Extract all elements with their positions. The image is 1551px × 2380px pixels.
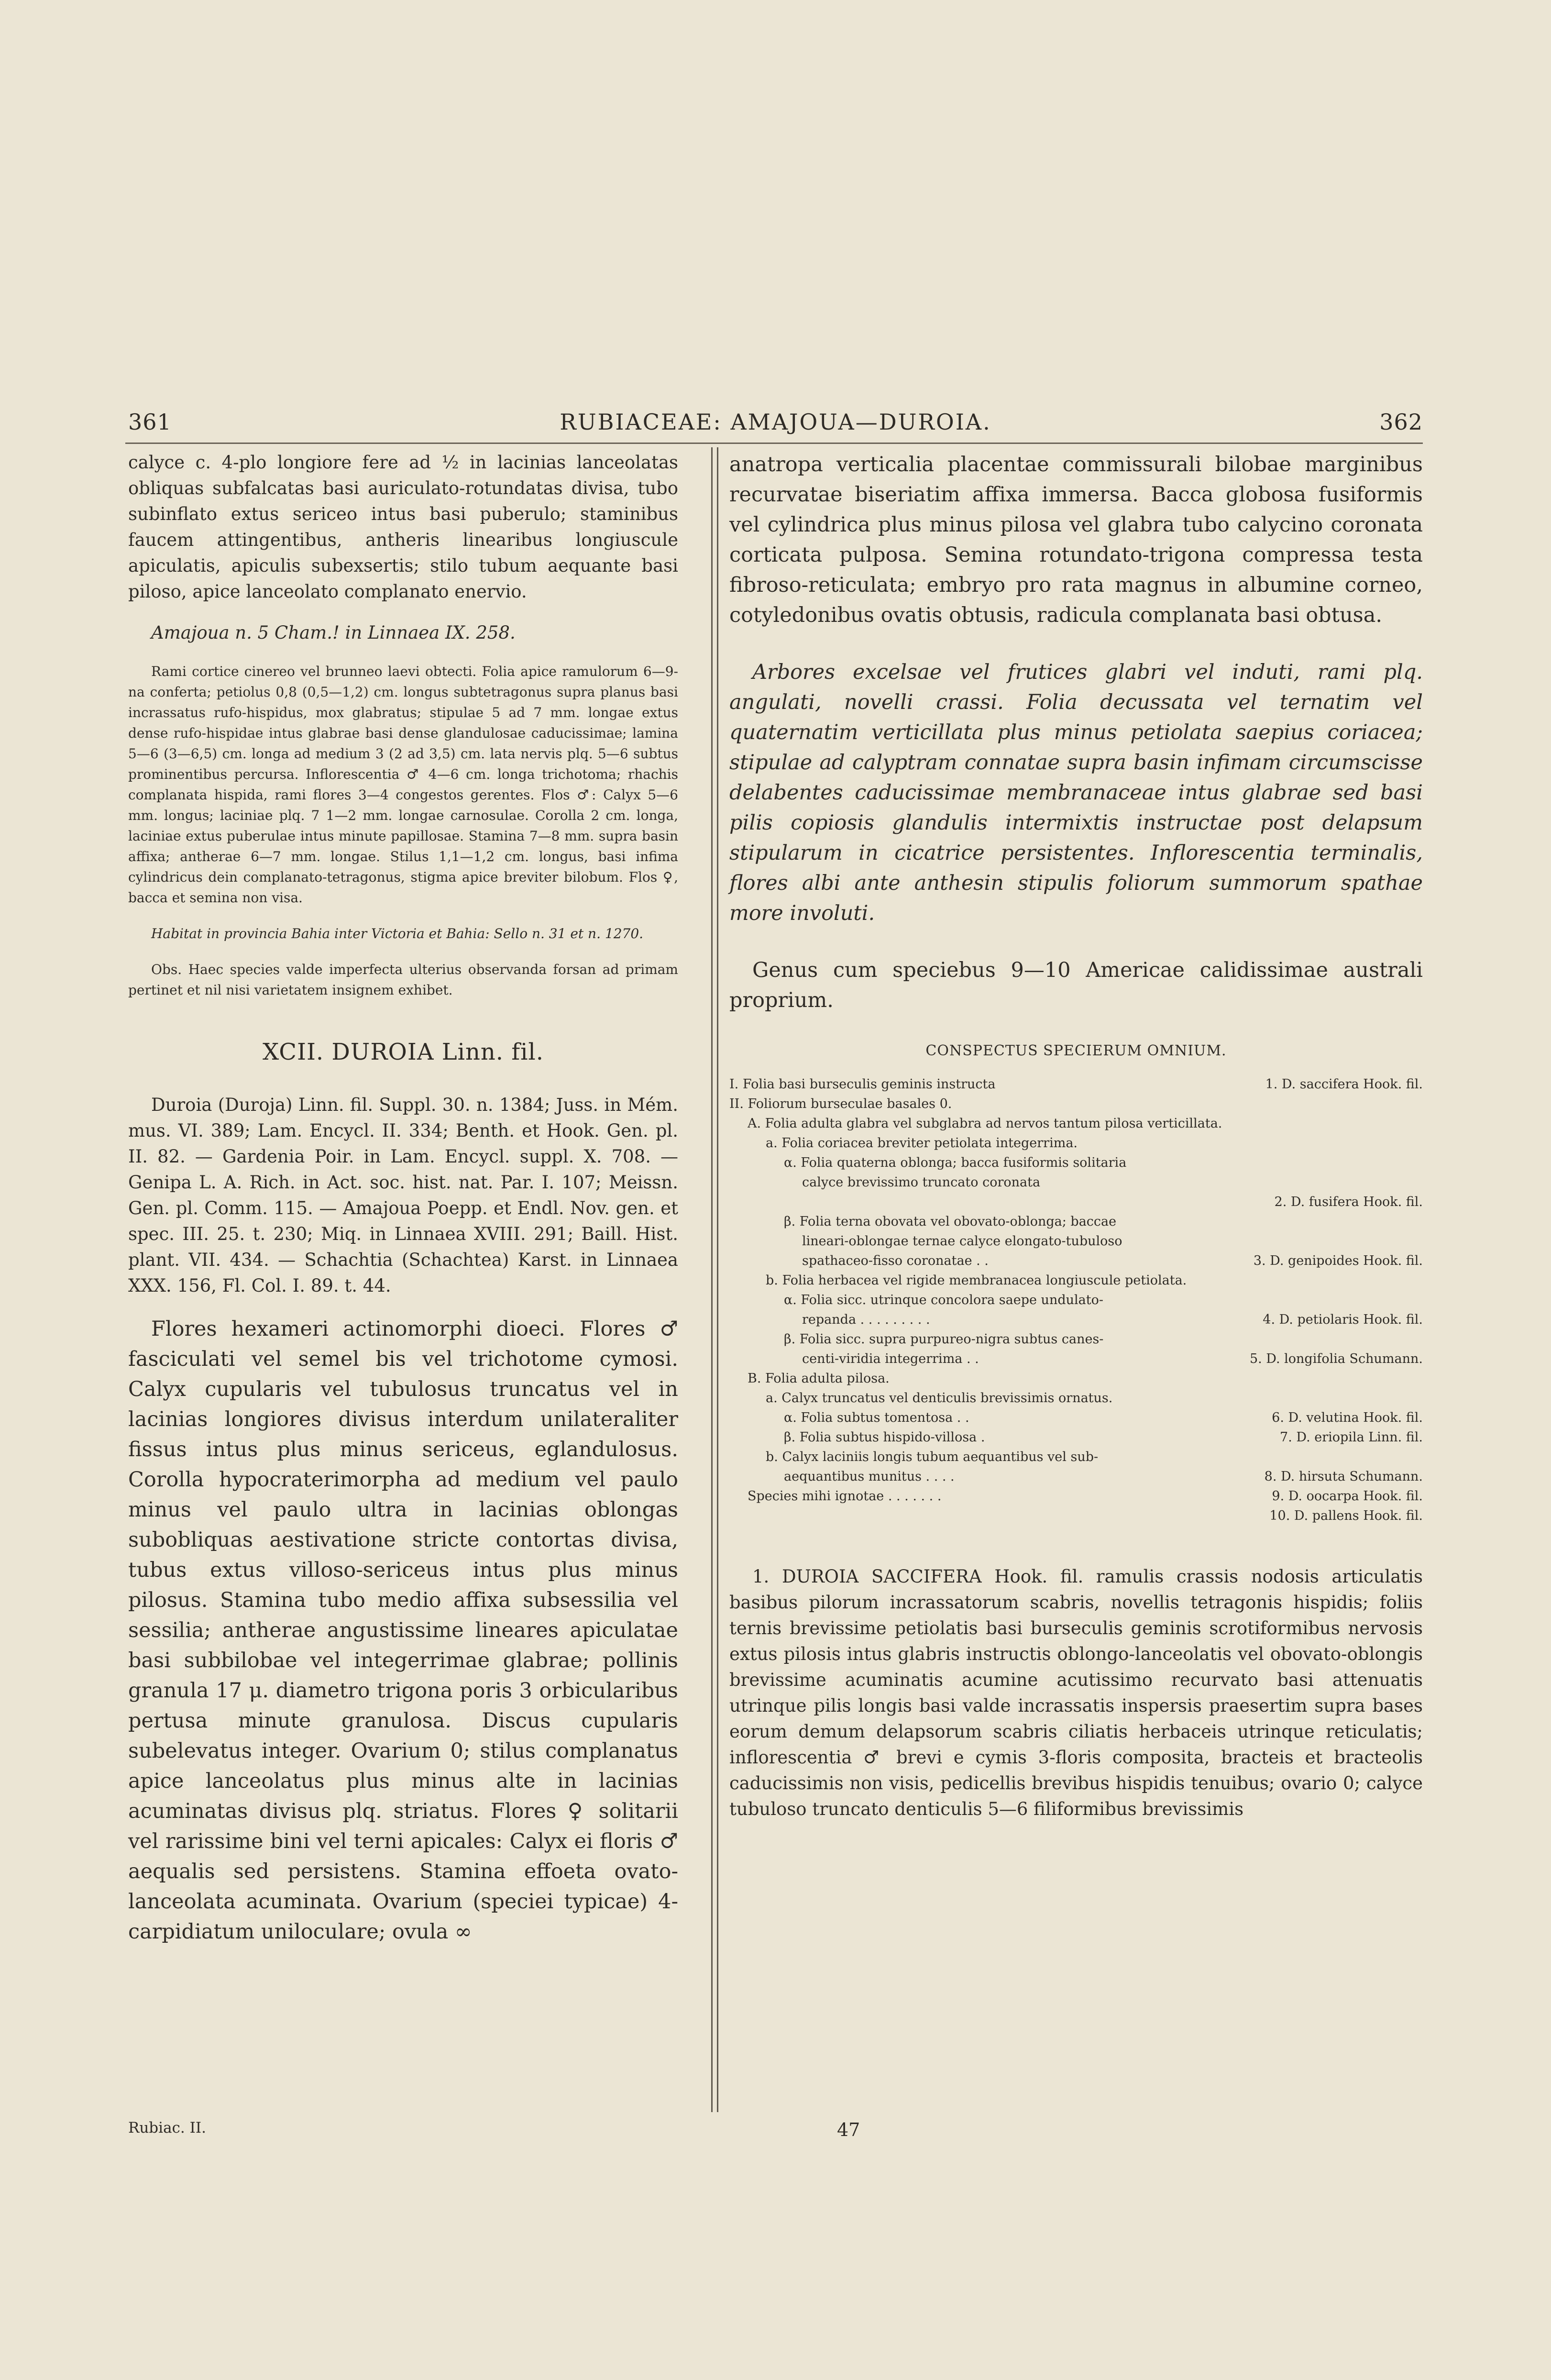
key-text: β. Folia sicc. supra purpureo-nigra subtus canes- [784, 1332, 1104, 1347]
key-line [729, 1153, 1423, 1173]
key-text: a. Folia coriacea breviter petiolata integerrima. [766, 1136, 1078, 1151]
key-species-ref [1416, 1133, 1423, 1153]
genus-description: Flores hexameri actinomorphi dioeci. Flores ♂ fasciculati vel semel bis vel trichotome cymosi. Calyx cupularis vel tubulosus truncatus vel in lacinias longiores divisus interdum unilateraliter fissus intus plus minus sericeus, eglandulosus. Corolla hypocraterimorpha ad medium vel paulo minus vel paulo ultra in lacinias oblongas subobliquas aestivatione stricte contortas divisa, tubus extus villoso-sericeus intus plus minus pilosus. Stamina tubo medio affixa subsessilia vel sessilia; antherae angustissime lineares apiculatae basi subbilobae vel integerrimae glabrae; pollinis granula 17 μ. diametro trigona poris 3 orbicularibus pertusa minute granulosa. Discus cupularis subelevatus integer. Ovarium 0; stilus complanatus apice lanceolatus plus minus alte in lacinias acuminatas divisus plq. striatus. Flores ♀ solitarii vel rarissime bini vel terni apicales: Calyx ei floris ♂ aequalis sed persistens. Stamina effoeta ovato-lanceolata acuminata. Ovarium (speciei typicae) 4-carpidiatum uniloculare; ovula ∞ [128, 1317, 678, 1944]
key-text [838, 1506, 1263, 1526]
key-text: repanda . . . . . . . . . [802, 1312, 930, 1327]
key-line [729, 1310, 1423, 1329]
observation-note: Obs. Haec species valde imperfecta ulterius observanda forsan ad primam pertinet et nil nisi varietatem insignem exhibet. [128, 962, 678, 998]
key-line [729, 1486, 1423, 1506]
key-species-ref: 6. D. velutina Hook. fil. [1272, 1410, 1423, 1425]
key-species-ref [1416, 1388, 1423, 1408]
column-divider [717, 447, 718, 2112]
description-continued: calyce c. 4-plo longiore fere ad ½ in lacinias lanceolatas obliquas subfalcatas basi auriculato-rotundatas divisa, tubo subinflato extus sericeo intus basi puberulo; staminibus faucem attingentibus, antheris linearibus longiuscule apiculatis, apiculis subexsertis; stilo tubum aequante basi piloso, apice lanceolato complanato enervio. [128, 452, 678, 602]
key-text: lineari-oblongae ternae calyce elongato-tubuloso [802, 1234, 1122, 1249]
species-description: 1. DUROIA SACCIFERA Hook. fil. ramulis crassis nodosis articulatis basibus pilorum incrassatorum scabris, novellis tetragonis hispidis; foliis ternis brevissime petiolatis basi burseculis geminis scrotiformibus nervosis extus pilosis intus glabris instructis oblongo-lanceolatis vel obovato-oblongis brevissime acuminatis acumine acutissimo recurvato basi attenuatis utrinque pilis longis basi valde incrassatis inspersis praesertim supra bases eorum demum delapsorum scabris ciliatis herbaceis utrinque reticulatis; inflorescentia ♂ brevi e cymis 3-floris composita, bracteis et bracteolis caducissimis non visis, pedicellis brevibus hispidis tenuibus; ovario 0; calyce tubuloso truncato denticulis 5—6 filiformibus brevissimis [729, 1566, 1423, 1819]
key-text: b. Folia herbacea vel rigide membranacea longiuscule petiolata. [766, 1273, 1187, 1288]
key-line [729, 1388, 1423, 1408]
key-species-ref: 2. D. fusifera Hook. fil. [1274, 1195, 1423, 1209]
key-species-ref [1416, 1447, 1423, 1467]
genus-description-continued: anatropa verticalia placentae commissurali bilobae marginibus recurvatae biseriatim affixa immersa. Bacca globosa fusiformis vel cylindrica plus minus pilosa vel glabra tubo calycino coronata corticata pulposa. Semina rotundato-trigona compressa testa fibroso-reticulata; embryo pro rata magnus in albumine corneo, cotyledonibus ovatis obtusis, radicula complanata basi obtusa. [729, 453, 1423, 627]
left-column [128, 450, 678, 1947]
running-title: RUBIACEAE: AMAJOUA—DUROIA. [560, 409, 991, 435]
page-number-left: 361 [128, 409, 172, 435]
key-species-ref: 5. D. longifolia Schumann. [1249, 1351, 1423, 1366]
key-line [729, 1290, 1423, 1310]
signature-mark: Rubiac. II. [128, 2119, 206, 2136]
key-text: Species mihi ignotae . . . . . . . [748, 1489, 942, 1504]
key-species-ref [1416, 1173, 1423, 1192]
key-line [729, 1506, 1423, 1526]
key-line [729, 1408, 1423, 1428]
key-species-ref [1416, 1212, 1423, 1231]
key-text: I. Folia basi burseculis geminis instructa [729, 1077, 996, 1092]
citation: Amajoua n. 5 Cham.! in Linnaea IX. 258. [151, 622, 516, 643]
genus-distribution: Genus cum speciebus 9—10 Americae calidissimae australi proprium. [729, 958, 1423, 1012]
key-text: β. Folia subtus hispido-villosa . [784, 1430, 985, 1445]
key-text: A. Folia adulta glabra vel subglabra ad nervos tantum pilosa verticillata. [748, 1116, 1222, 1131]
key-species-ref: 1. D. saccifera Hook. fil. [1265, 1077, 1423, 1092]
key-line [729, 1192, 1423, 1212]
key-species-ref [1416, 1231, 1423, 1251]
key-text: calyce brevissimo truncato coronata [802, 1175, 1041, 1190]
key-species-ref: 7. D. eriopila Linn. fil. [1280, 1430, 1423, 1445]
key-species-ref [1416, 1329, 1423, 1349]
key-line [729, 1114, 1423, 1133]
key-text: β. Folia terna obovata vel obovato-oblonga; baccae [784, 1214, 1117, 1229]
key-species-ref [1416, 1290, 1423, 1310]
key-species-ref: 10. D. pallens Hook. fil. [1269, 1508, 1423, 1523]
key-species-ref [1416, 1369, 1423, 1388]
genus-heading: XCII. DUROIA Linn. fil. [262, 1039, 544, 1065]
header-rule [125, 443, 1423, 444]
habit-description: Arbores excelsae vel frutices glabri vel induti, rami plq. angulati, novelli crassi. Folia decussata vel ternatim vel quaternatim verticillata plus minus petiolata saepius coriacea; stipulae ad calyptram connatae supra basin infimam circumscisse delabentes caducissimae membranaceae intus glabrae sed basi pilis copiosis glandulis intermixtis instructae post delapsum stipularum in cicatrice persistentes. Inflorescentia terminalis, flores albi ante anthesin stipulis foliorum summorum spathae more involuti. [729, 660, 1423, 925]
key-line [729, 1349, 1423, 1369]
key-line [729, 1251, 1423, 1271]
key-text: spathaceo-fisso coronatae . . [802, 1253, 989, 1268]
key-text: α. Folia sicc. utrinque concolora saepe undulato- [784, 1293, 1103, 1307]
key-text: B. Folia adulta pilosa. [748, 1371, 890, 1386]
key-text: aequantibus munitus . . . . [784, 1469, 955, 1484]
key-line [729, 1428, 1423, 1447]
key-species-ref [1416, 1114, 1423, 1133]
key-species-ref [1416, 1153, 1423, 1173]
key-species-ref: 9. D. oocarpa Hook. fil. [1272, 1489, 1423, 1504]
habitat: Habitat in provincia Bahia inter Victoria et Bahia: Sello n. 31 et n. 1270. [151, 926, 644, 941]
conspectus-title: CONSPECTUS SPECIERUM OMNIUM. [925, 1042, 1227, 1059]
synonymy: Duroia (Duroja) Linn. fil. Suppl. 30. n. 1384; Juss. in Mém. mus. VI. 389; Lam. Encycl. II. 334; Benth. et Hook. Gen. pl. II. 82. — Gardenia Poir. in Lam. Encycl. suppl. X. 708. — Genipa L. A. Rich. in Act. soc. hist. nat. Par. I. 107; Meissn. Gen. pl. Comm. 115. — Amajoua Poepp. et Endl. Nov. gen. et spec. III. 25. t. 230; Miq. in Linnaea XVIII. 291; Baill. Hist. plant. VII. 434. — Schachtia (Schachtea) Karst. in Linnaea XXX. 156, Fl. Col. I. 89. t. 44. [128, 1095, 678, 1296]
key-species-ref: 3. D. genipoides Hook. fil. [1253, 1253, 1423, 1268]
key-species-ref [1416, 1094, 1423, 1114]
key-line [729, 1094, 1423, 1114]
key-species-ref: 4. D. petiolaris Hook. fil. [1263, 1312, 1423, 1327]
key-line [729, 1271, 1423, 1290]
key-text: II. Foliorum burseculae basales 0. [729, 1096, 952, 1111]
species-key [729, 1074, 1423, 1526]
key-text: a. Calyx truncatus vel denticulis brevissimis ornatus. [766, 1391, 1113, 1406]
column-divider [711, 447, 713, 2112]
key-text: α. Folia subtus tomentosa . . [784, 1410, 969, 1425]
key-line [729, 1074, 1423, 1094]
key-line [729, 1173, 1423, 1192]
key-text: b. Calyx laciniis longis tubum aequantibus vel sub- [766, 1450, 1099, 1464]
key-line [729, 1231, 1423, 1251]
right-column [729, 450, 1423, 1822]
key-line [729, 1447, 1423, 1467]
key-text: centi-viridia integerrima . . [802, 1351, 979, 1366]
page-number-right: 362 [1379, 409, 1423, 435]
key-text [838, 1192, 1268, 1212]
key-line [729, 1212, 1423, 1231]
detailed-description: Rami cortice cinereo vel brunneo laevi obtecti. Folia apice ramulorum 6—9-na conferta; petiolus 0,8 (0,5—1,2) cm. longus subtetragonus supra planus basi incrassatus rufo-hispidus, mox glabratus; stipulae 5 ad 7 mm. longae extus dense rufo-hispidae intus glabrae basi dense glandulosae caducissimae; lamina 5—6 (3—6,5) cm. longa ad medium 3 (2 ad 3,5) cm. lata nervis plq. 5—6 subtus prominentibus percursa. Inflorescentia ♂ 4—6 cm. longa trichotoma; rhachis complanata hispida, rami flores 3—4 congestos gerentes. Flos ♂: Calyx 5—6 mm. longus; laciniae plq. 7 1—2 mm. longae carnosulae. Corolla 2 cm. longa, laciniae extus puberulae intus minute papillosae. Stamina 7—8 mm. supra basin affixa; antherae 6—7 mm. longae. Stilus 1,1—1,2 cm. longus, basi infima cylindricus dein complanato-tetragonus, stigma apice breviter bilobum. Flos ♀, bacca et semina non visa. [128, 664, 678, 906]
key-species-ref [1416, 1271, 1423, 1290]
key-text: α. Folia quaterna oblonga; bacca fusiformis solitaria [784, 1155, 1127, 1170]
key-line [729, 1133, 1423, 1153]
key-line [729, 1329, 1423, 1349]
key-line [729, 1369, 1423, 1388]
key-species-ref: 8. D. hirsuta Schumann. [1264, 1469, 1423, 1484]
sheet-number: 47 [837, 2119, 860, 2140]
key-line [729, 1467, 1423, 1486]
